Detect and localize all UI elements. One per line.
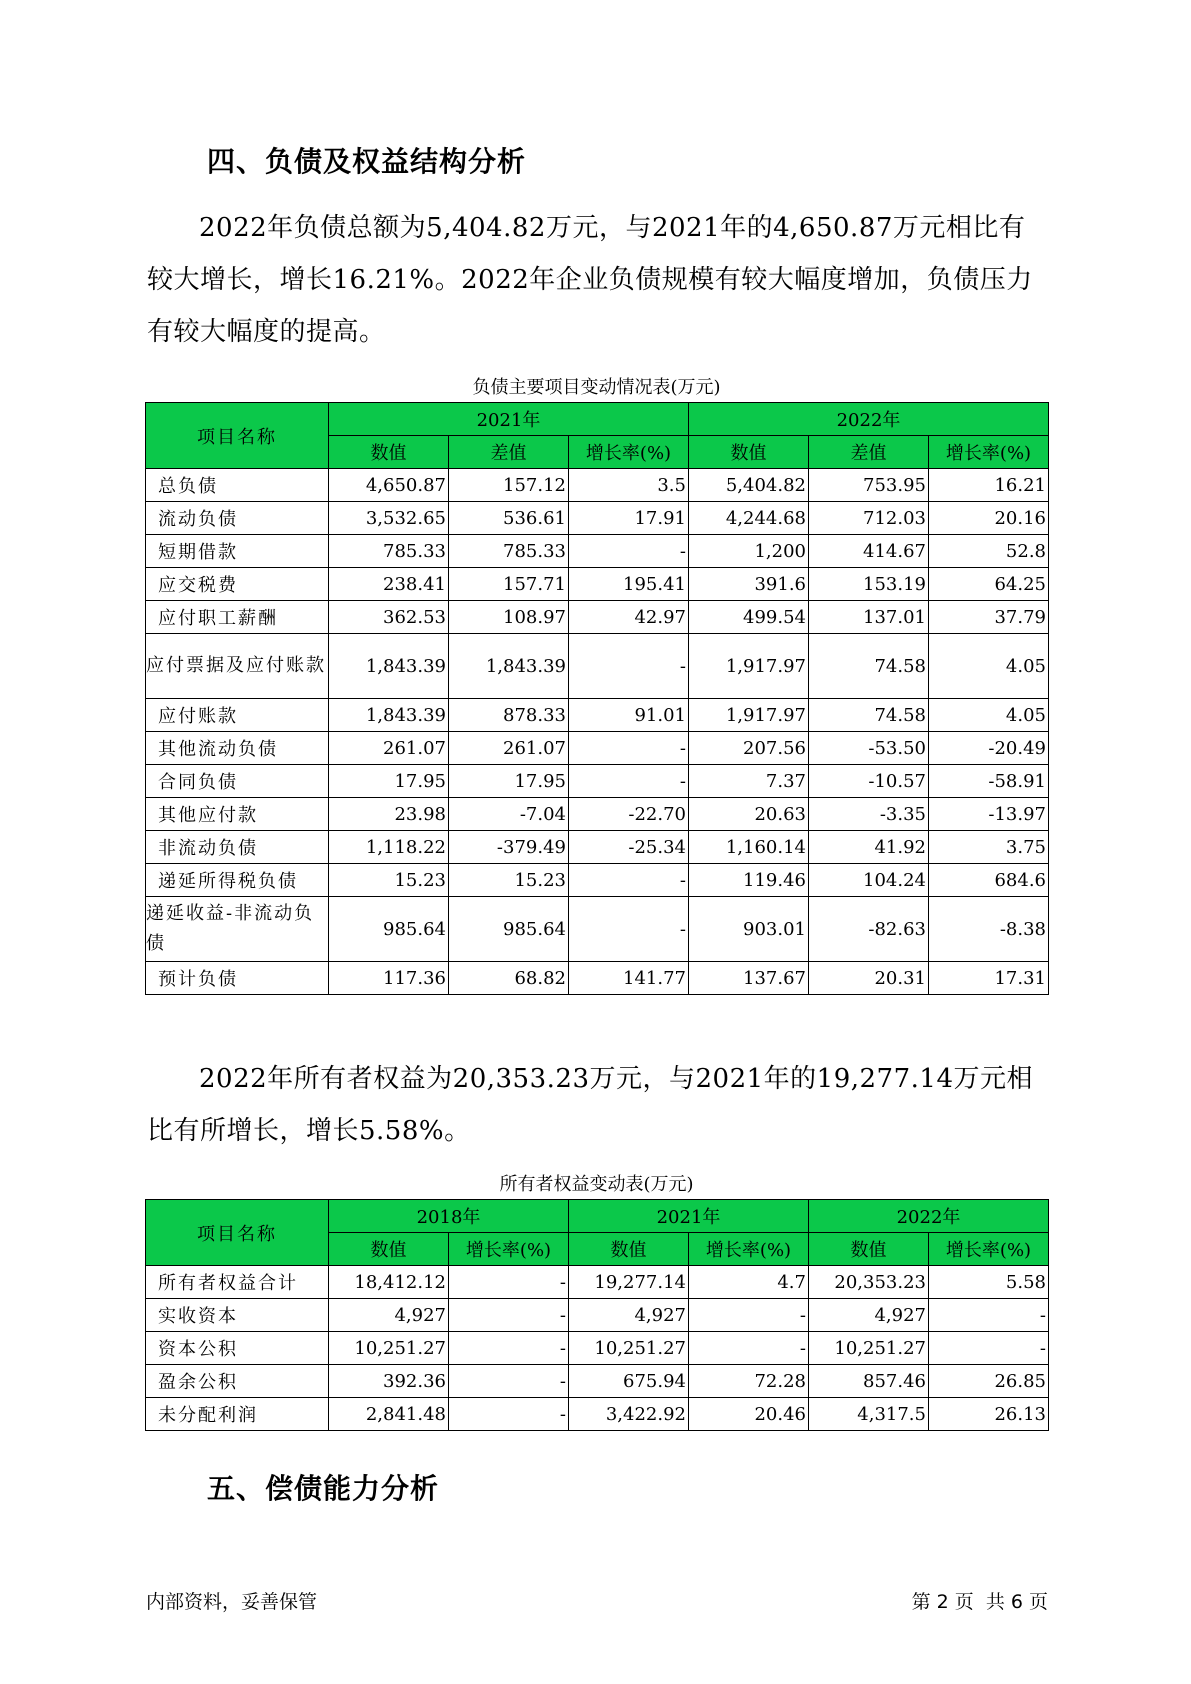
table-row	[146, 601, 1049, 634]
value-2022: 20,353.23	[809, 1266, 929, 1299]
header-value: 数值	[329, 436, 449, 469]
row-label: 所有者权益合计	[146, 1266, 329, 1299]
value-2021: 238.41	[329, 568, 449, 601]
growth-2021: -25.34	[569, 831, 689, 864]
value-2018: 4,927	[329, 1299, 449, 1332]
growth-2022: 16.21	[929, 469, 1049, 502]
row-label: 其他应付款	[146, 798, 329, 831]
value-2021: 785.33	[329, 535, 449, 568]
row-label: 合同负债	[146, 765, 329, 798]
liability-table-caption: 负债主要项目变动情况表(万元)	[472, 377, 721, 398]
growth-2021: -	[689, 1332, 809, 1365]
row-label: 流动负债	[146, 502, 329, 535]
row-label: 未分配利润	[146, 1398, 329, 1431]
equity-table-caption: 所有者权益变动表(万元)	[499, 1174, 694, 1195]
value-2022: 391.6	[689, 568, 809, 601]
diff-2021: 1,843.39	[449, 634, 569, 699]
table-row	[146, 469, 1049, 502]
diff-2022: 137.01	[809, 601, 929, 634]
value-2022: 857.46	[809, 1365, 929, 1398]
value-2021: 3,532.65	[329, 502, 449, 535]
growth-2021: 72.28	[689, 1365, 809, 1398]
growth-2022: -58.91	[929, 765, 1049, 798]
diff-2021: 536.61	[449, 502, 569, 535]
growth-2022: 5.58	[929, 1266, 1049, 1299]
value-2022: 4,244.68	[689, 502, 809, 535]
table-row	[146, 962, 1049, 995]
diff-2022: 20.31	[809, 962, 929, 995]
growth-2022: 4.05	[929, 634, 1049, 699]
table-row	[146, 1365, 1049, 1398]
row-label: 应付职工薪酬	[146, 601, 329, 634]
growth-2021: -	[569, 634, 689, 699]
header-year-2021: 2021年	[569, 1200, 809, 1233]
table-row	[146, 634, 1049, 699]
value-2022: 1,917.97	[689, 634, 809, 699]
table-row	[146, 831, 1049, 864]
value-2022: 20.63	[689, 798, 809, 831]
table-row	[146, 1266, 1049, 1299]
header-growth: 增长率(%)	[929, 436, 1049, 469]
growth-2021: 3.5	[569, 469, 689, 502]
diff-2022: -10.57	[809, 765, 929, 798]
row-label: 总负债	[146, 469, 329, 502]
equity-summary-paragraph: 2022年所有者权益为20,353.23万元，与2021年的19,277.14万元相比有所增长，增长5.58%。	[147, 1064, 1033, 1146]
diff-2021: 261.07	[449, 732, 569, 765]
footer-page-number: 第 2 页 共 6 页	[911, 1591, 1048, 1613]
value-2021: 362.53	[329, 601, 449, 634]
header-item-name: 项目名称	[146, 1200, 329, 1266]
value-2021: 4,927	[569, 1299, 689, 1332]
value-2022: 1,917.97	[689, 699, 809, 732]
equity-table	[145, 1199, 1049, 1431]
value-2018: 392.36	[329, 1365, 449, 1398]
value-2021: 3,422.92	[569, 1398, 689, 1431]
value-2021: 17.95	[329, 765, 449, 798]
growth-2022: -13.97	[929, 798, 1049, 831]
growth-2018: -	[449, 1266, 569, 1299]
value-2022: 119.46	[689, 864, 809, 897]
table-row	[146, 732, 1049, 765]
table-row	[146, 502, 1049, 535]
growth-2021: 42.97	[569, 601, 689, 634]
header-growth: 增长率(%)	[449, 1233, 569, 1266]
value-2022: 10,251.27	[809, 1332, 929, 1365]
row-label: 应交税费	[146, 568, 329, 601]
growth-2021: 195.41	[569, 568, 689, 601]
diff-2022: 74.58	[809, 699, 929, 732]
diff-2022: 712.03	[809, 502, 929, 535]
growth-2022: -8.38	[929, 897, 1049, 962]
growth-2021: 4.7	[689, 1266, 809, 1299]
table-row	[146, 535, 1049, 568]
diff-2022: 414.67	[809, 535, 929, 568]
growth-2018: -	[449, 1398, 569, 1431]
table-row	[146, 765, 1049, 798]
growth-2022: 684.6	[929, 864, 1049, 897]
growth-2022: 26.13	[929, 1398, 1049, 1431]
value-2021: 1,843.39	[329, 634, 449, 699]
table-row	[146, 568, 1049, 601]
row-label: 应付票据及应付账款	[146, 634, 329, 699]
section-4-heading: 四、负债及权益结构分析	[207, 145, 527, 178]
row-label: 递延所得税负债	[146, 864, 329, 897]
header-year-2021: 2021年	[329, 403, 689, 436]
row-label: 盈余公积	[146, 1365, 329, 1398]
header-growth: 增长率(%)	[569, 436, 689, 469]
value-2022: 903.01	[689, 897, 809, 962]
diff-2022: 74.58	[809, 634, 929, 699]
growth-2022: 4.05	[929, 699, 1049, 732]
value-2022: 7.37	[689, 765, 809, 798]
diff-2021: 108.97	[449, 601, 569, 634]
value-2021: 1,118.22	[329, 831, 449, 864]
growth-2022: 37.79	[929, 601, 1049, 634]
growth-2022: 64.25	[929, 568, 1049, 601]
diff-2021: 878.33	[449, 699, 569, 732]
diff-2021: 68.82	[449, 962, 569, 995]
diff-2022: 753.95	[809, 469, 929, 502]
header-year-2022: 2022年	[689, 403, 1049, 436]
value-2022: 207.56	[689, 732, 809, 765]
value-2018: 18,412.12	[329, 1266, 449, 1299]
value-2021: 117.36	[329, 962, 449, 995]
value-2022: 1,160.14	[689, 831, 809, 864]
footer-confidential-note: 内部资料，妥善保管	[146, 1591, 318, 1613]
row-label: 递延收益-非流动负债	[146, 897, 329, 962]
value-2021: 4,650.87	[329, 469, 449, 502]
header-diff: 差值	[809, 436, 929, 469]
table-row	[146, 864, 1049, 897]
growth-2021: -	[569, 897, 689, 962]
growth-2021: -	[569, 535, 689, 568]
row-label: 应付账款	[146, 699, 329, 732]
diff-2021: 985.64	[449, 897, 569, 962]
diff-2021: 15.23	[449, 864, 569, 897]
value-2021: 19,277.14	[569, 1266, 689, 1299]
table-row	[146, 1299, 1049, 1332]
value-2021: 985.64	[329, 897, 449, 962]
header-value: 数值	[809, 1233, 929, 1266]
value-2018: 2,841.48	[329, 1398, 449, 1431]
growth-2021: -22.70	[569, 798, 689, 831]
diff-2021: 785.33	[449, 535, 569, 568]
growth-2022: 20.16	[929, 502, 1049, 535]
growth-2022: 3.75	[929, 831, 1049, 864]
growth-2021: 141.77	[569, 962, 689, 995]
growth-2021: 20.46	[689, 1398, 809, 1431]
growth-2022: -20.49	[929, 732, 1049, 765]
liability-summary-paragraph: 2022年负债总额为5,404.82万元，与2021年的4,650.87万元相比有较大增长，增长16.21%。2022年企业负债规模有较大幅度增加，负债压力有较大幅度的提高。	[147, 213, 1033, 347]
liability-table	[145, 402, 1049, 995]
header-value: 数值	[689, 436, 809, 469]
value-2022: 137.67	[689, 962, 809, 995]
row-label: 资本公积	[146, 1332, 329, 1365]
header-value: 数值	[569, 1233, 689, 1266]
table-row	[146, 798, 1049, 831]
header-year-2022: 2022年	[809, 1200, 1049, 1233]
diff-2022: -53.50	[809, 732, 929, 765]
header-value: 数值	[329, 1233, 449, 1266]
growth-2022: 52.8	[929, 535, 1049, 568]
diff-2021: 157.71	[449, 568, 569, 601]
value-2022: 5,404.82	[689, 469, 809, 502]
growth-2022: 26.85	[929, 1365, 1049, 1398]
diff-2022: -3.35	[809, 798, 929, 831]
table-row	[146, 1398, 1049, 1431]
value-2021: 15.23	[329, 864, 449, 897]
header-growth: 增长率(%)	[689, 1233, 809, 1266]
row-label: 短期借款	[146, 535, 329, 568]
value-2022: 4,317.5	[809, 1398, 929, 1431]
diff-2021: -379.49	[449, 831, 569, 864]
diff-2021: 17.95	[449, 765, 569, 798]
growth-2021: -	[569, 765, 689, 798]
value-2022: 1,200	[689, 535, 809, 568]
value-2018: 10,251.27	[329, 1332, 449, 1365]
growth-2018: -	[449, 1299, 569, 1332]
diff-2022: 153.19	[809, 568, 929, 601]
table-row	[146, 699, 1049, 732]
growth-2022: 17.31	[929, 962, 1049, 995]
row-label: 实收资本	[146, 1299, 329, 1332]
header-diff: 差值	[449, 436, 569, 469]
growth-2022: -	[929, 1299, 1049, 1332]
table-row	[146, 1332, 1049, 1365]
value-2021: 23.98	[329, 798, 449, 831]
row-label: 其他流动负债	[146, 732, 329, 765]
row-label: 预计负债	[146, 962, 329, 995]
diff-2022: -82.63	[809, 897, 929, 962]
diff-2022: 41.92	[809, 831, 929, 864]
value-2021: 10,251.27	[569, 1332, 689, 1365]
section-5-heading: 五、偿债能力分析	[207, 1472, 440, 1505]
value-2022: 4,927	[809, 1299, 929, 1332]
row-label: 非流动负债	[146, 831, 329, 864]
value-2021: 1,843.39	[329, 699, 449, 732]
growth-2022: -	[929, 1332, 1049, 1365]
diff-2021: -7.04	[449, 798, 569, 831]
diff-2021: 157.12	[449, 469, 569, 502]
growth-2021: -	[569, 732, 689, 765]
diff-2022: 104.24	[809, 864, 929, 897]
header-growth: 增长率(%)	[929, 1233, 1049, 1266]
table-row	[146, 897, 1049, 962]
header-item-name: 项目名称	[146, 403, 329, 469]
value-2022: 499.54	[689, 601, 809, 634]
value-2021: 675.94	[569, 1365, 689, 1398]
growth-2021: -	[689, 1299, 809, 1332]
growth-2018: -	[449, 1332, 569, 1365]
growth-2018: -	[449, 1365, 569, 1398]
growth-2021: 17.91	[569, 502, 689, 535]
value-2021: 261.07	[329, 732, 449, 765]
header-year-2018: 2018年	[329, 1200, 569, 1233]
growth-2021: -	[569, 864, 689, 897]
growth-2021: 91.01	[569, 699, 689, 732]
